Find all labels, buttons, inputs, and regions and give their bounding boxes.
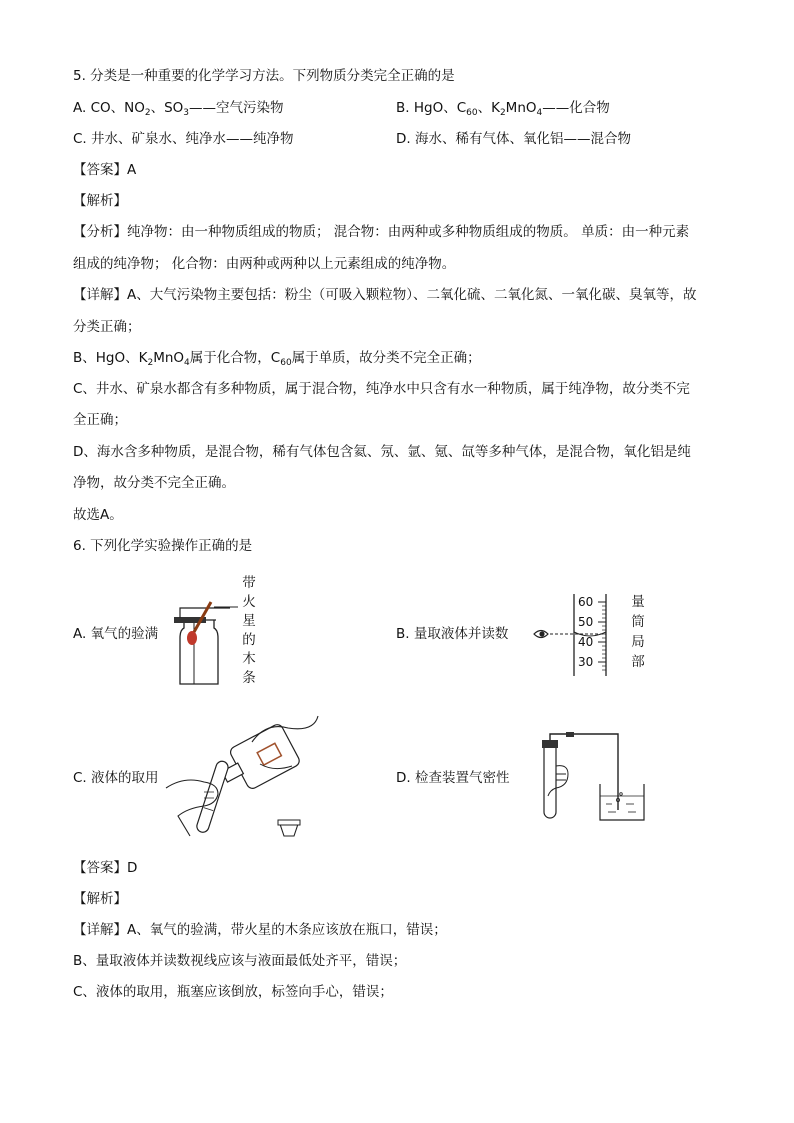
q5-detail-line-4: C、井水、矿泉水都含有多种物质，属于混合物，纯净水中只含有水一种物质，属于纯净物，故分类不完 [73,381,690,397]
q5-detail-line-1: 【详解】A、大气污染物主要包括：粉尘（可吸入颗粒物）、二氧化硫、二氧化氮、一氧化碳、臭氧等，故 [73,287,697,303]
q5-answer: 【答案】A [73,162,137,178]
q5-detail-line-3: B、HgO、$K_2MnO_4$属于化合物，$C_{60}$属于单质，故分类不完全正确； [73,350,481,368]
q5-analysis-heading: 【解析】 [73,193,127,209]
q6-stem: 6. 下列化学实验操作正确的是 [73,538,253,554]
q5-detail-line-2: 分类正确； [73,319,141,335]
q5-conclusion: 故选A。 [73,507,123,523]
q5-detail-line-6: D、海水含多种物质，是混合物，稀有气体包含氦、氖、氩、氪、氙等多种气体，是混合物，氧化铝是纯 [73,444,691,460]
q5-option-b: B. HgO、$C_{60}$、$K_2MnO_4——$化合物 [396,100,610,118]
q6-option-a: A. 氧气的验满 [73,626,159,642]
oxygen-test-figure [170,598,238,690]
q6-option-c: C. 液体的取用 [73,770,159,786]
q6-option-b: B. 量取液体并读数 [396,626,509,642]
q5-fenxi-line-2: 组成的纯净物； 化合物：由两种或两种以上元素组成的纯净物。 [73,256,456,272]
q5-stem: 5. 分类是一种重要的化学学习方法。下列物质分类完全正确的是 [73,68,455,84]
q5-detail-line-7: 净物，故分类不完全正确。 [73,475,235,491]
q5-fenxi-line-1: 【分析】纯净物：由一种物质组成的物质； 混合物：由两种或多种物质组成的物质。 单质：由一种元素 [73,224,690,240]
q6-detail-line-3: C、液体的取用，瓶塞应该倒放，标签向手心，错误； [73,984,393,1000]
graduated-cylinder-figure [528,590,612,678]
liquid-pouring-figure [164,712,320,842]
q6-detail-line-2: B、量取液体并读数视线应该与液面最低处齐平，错误； [73,953,407,969]
q6-analysis-heading: 【解析】 [73,891,127,907]
q5-option-c: C. 井水、矿泉水、纯净水——纯净物 [73,131,294,147]
q6-option-d: D. 检查装置气密性 [396,770,510,786]
airtightness-check-figure [520,730,650,822]
q5-option-a: A. CO、$NO_2$、$SO_3——$空气污染物 [73,100,284,118]
q6-answer: 【答案】D [73,860,138,876]
q6-detail-line-1: 【详解】A、氧气的验满，带火星的木条应该放在瓶口，错误； [73,922,447,938]
q5-option-d: D. 海水、稀有气体、氧化铝——混合物 [396,131,631,147]
q5-detail-line-5: 全正确； [73,412,127,428]
